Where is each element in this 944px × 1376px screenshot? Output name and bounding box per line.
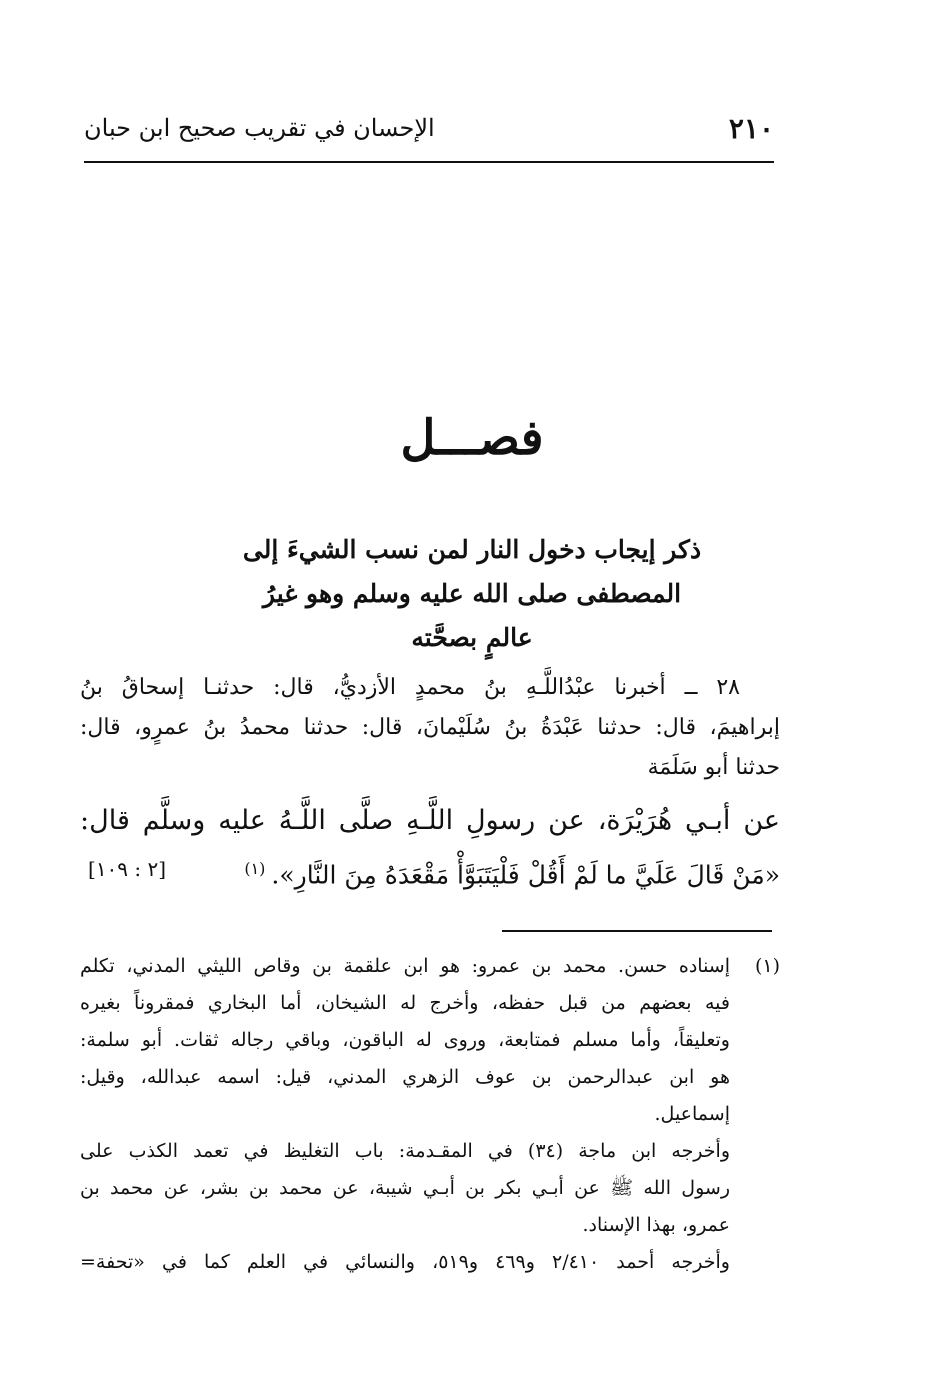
hadith-isnad [80, 668, 780, 788]
isnad-line: حدثنا أبو سَلَمَة [647, 755, 780, 780]
footnote-line: إسناده حسن. محمد بن عمرو: هو ابن علقمة بن وقاص الليثي المدني، تكلم [80, 955, 730, 977]
page-header [84, 112, 774, 156]
matn-line: عن أبـي هُرَيْرَة، عن رسولِ اللَّـهِ صلَّى اللَّـهُ عليه وسلَّم قال: [80, 805, 780, 836]
running-title: الإحسان في تقريب صحيح ابن حبان [84, 114, 435, 142]
footnote-paragraph [80, 1244, 780, 1281]
footnote-line: وأخرجه ابن ماجة (٣٤) في المقـدمة: باب التغليظ في تعمد الكذب على [80, 1140, 730, 1162]
footnote-separator [502, 930, 772, 932]
section-heading-line: ذكر إيجاب دخول النار لمن نسب الشيءَ إلى [242, 535, 702, 564]
footnote-reference: (١) [244, 859, 266, 878]
section-heading-line: عالمٍ بصحَّته [411, 623, 533, 652]
isnad-line: إبراهيمَ، قال: حدثنا عَبْدَةُ بنُ سُلَيْمانَ، قال: حدثنا محمدُ بنُ عمرٍو، قال: [80, 715, 780, 740]
chapter-title: فصـــل [400, 410, 544, 466]
section-heading [200, 528, 744, 660]
matn-text: «مَنْ قَالَ عَلَيَّ ما لَمْ أَقُلْ فَلْيَتَبَوَّأْ مَقْعَدَهُ مِنَ النَّارِ». [271, 860, 780, 890]
matn-line [244, 846, 780, 898]
header-rule [84, 161, 774, 163]
footnote-line: هو ابن عبدالرحمن بن عوف الزهري المدني، قيل: اسمه عبدالله، وقيل: [80, 1066, 730, 1088]
footnote-paragraph [80, 1133, 780, 1244]
footnote-paragraph [80, 948, 780, 1133]
footnote-line: رسول الله ﷺ عن أبـي بكر بن أبـي شيبة، عن محمد بن بشر، عن محمد بن [80, 1177, 730, 1199]
footnote-line: إسماعيل. [654, 1103, 730, 1125]
page-number: ٢١٠ [728, 112, 774, 145]
hadith-matn [80, 796, 780, 890]
footnote-line: وتعليقاً، وأما مسلم فمتابعة، وروى له الباقون، وباقي رجاله ثقات. أبو سلمة: [80, 1029, 730, 1051]
citation: [٢ : ١٠٩] [88, 857, 167, 881]
footnote-line: فيه بعضهم من قبل حفظه، وأخرج له الشيخان، أما البخاري فمقروناً بغيره [80, 992, 730, 1014]
section-heading-line: المصطفى صلى الله عليه وسلم وهو غيرُ [262, 579, 682, 608]
footnote-line: وأخرجه أحمد ٢/٤١٠ و٤٦٩ و٥١٩، والنسائي في العلم كما في «تحفة= [80, 1251, 730, 1273]
footnotes [80, 948, 780, 1281]
isnad-line: ٢٨ ــ أخبرنا عبْدُاللَّـهِ بنُ محمدٍ الأزديُّ، قال: حدثنـا إسحاقُ بنُ [80, 675, 740, 700]
footnote-marker: (١) [754, 955, 780, 977]
footnote-line: عمرو، بهذا الإسناد. [582, 1214, 730, 1236]
